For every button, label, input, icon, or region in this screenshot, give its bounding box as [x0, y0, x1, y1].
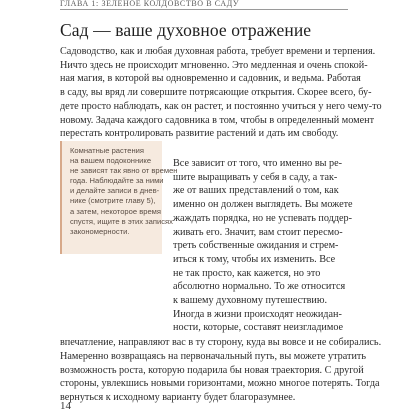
sidebar-line: года. Наблюдайте за ними — [70, 176, 164, 186]
text-line: в саду, вы вряд ли совершите потрясающие открытия. Скорее всего, бу- — [60, 87, 372, 99]
paragraph-intro — [60, 45, 382, 141]
text-line: иться к тому, чтобы их изменить. Все — [173, 253, 336, 265]
section-title: Сад — ваше духовное отражение — [60, 20, 312, 40]
text-line: дете просто наблюдать, как он растет, и постоянно учиться у него чему-то — [60, 100, 382, 112]
text-line: Садоводство, как и любая духовная работа, требует времени и терпения. — [60, 46, 376, 57]
text-line: возможность роста, которую подарила бы новая траектория. С другой — [60, 364, 364, 376]
text-line: стороны, увлекшись новыми горизонтами, можно многое потерять. Тогда — [60, 378, 380, 390]
text-line: к вашему духовному путешествию. — [173, 295, 328, 307]
sidebar-line: и делайте записи в днев- — [70, 186, 160, 196]
text-line: Иногда в жизни происходят неожидан- — [173, 308, 342, 320]
sidebar-line: на вашем подоконнике — [70, 156, 152, 166]
text-line: Все зависит от того, что именно вы ре- — [173, 158, 343, 169]
sidebar-line: спустя, ищите в этих записях — [70, 216, 173, 226]
running-header: ГЛАВА 1: ЗЕЛЕНОЕ КОЛДОВСТВО В САДУ — [60, 0, 240, 8]
paragraph-column — [173, 157, 353, 335]
text-line: новому. Задача каждого садовника в том, чтобы в определенный момент — [60, 114, 375, 126]
sidebar-line: не зависят так явно от времен — [70, 166, 178, 176]
sidebar-line: нике (смотрите главу 5), — [70, 196, 156, 206]
text-line: именно он должен выглядеть. Вы можете — [173, 199, 353, 211]
text-line: жаждать порядка, но не успевать поддер- — [173, 212, 353, 224]
text-line: же от ваших представлений о том, как — [173, 185, 339, 197]
page-number: 14 — [60, 400, 71, 412]
paragraph-impression — [60, 336, 382, 350]
text-line: Намеренно возвращаясь на первоначальный путь, вы можете утратить — [60, 351, 367, 362]
text-line: вернуться к исходному варианту будет благоразумнее. — [60, 392, 296, 404]
sidebar-note-text — [70, 146, 178, 237]
text-line: ная магия, в которой вы одновременно и садовник, и ведьма. Работая — [60, 73, 361, 85]
header-rule — [60, 9, 348, 10]
sidebar-line: Комнатные растения — [70, 146, 144, 155]
sidebar-line: закономерности. — [70, 226, 130, 236]
text-line: не так просто, как кажется, но это — [173, 267, 321, 279]
text-line: ности, которые, составят неизгладимое — [173, 322, 344, 334]
sidebar-line: а затем, некоторое время — [70, 206, 162, 216]
sidebar-note — [60, 141, 178, 254]
text-line: перестать контролировать развитие растений и дать им свободу. — [60, 128, 339, 140]
text-line: треть собственные ожидания и стрем- — [173, 240, 339, 252]
text-line: впечатление, направляют вас в ту сторону, куда вы вовсе и не собирались. — [60, 337, 382, 348]
text-line: абсолютно нормально. То же относится — [173, 281, 346, 293]
text-line: шите выращивать у себя в саду, а так- — [173, 171, 338, 183]
text-line: Ничто здесь не происходит мгновенно. Это медленная и очень спокой- — [60, 59, 368, 71]
paragraph-path — [60, 350, 380, 405]
text-line: живать его. Значит, вам стоит пересмо- — [173, 226, 343, 238]
